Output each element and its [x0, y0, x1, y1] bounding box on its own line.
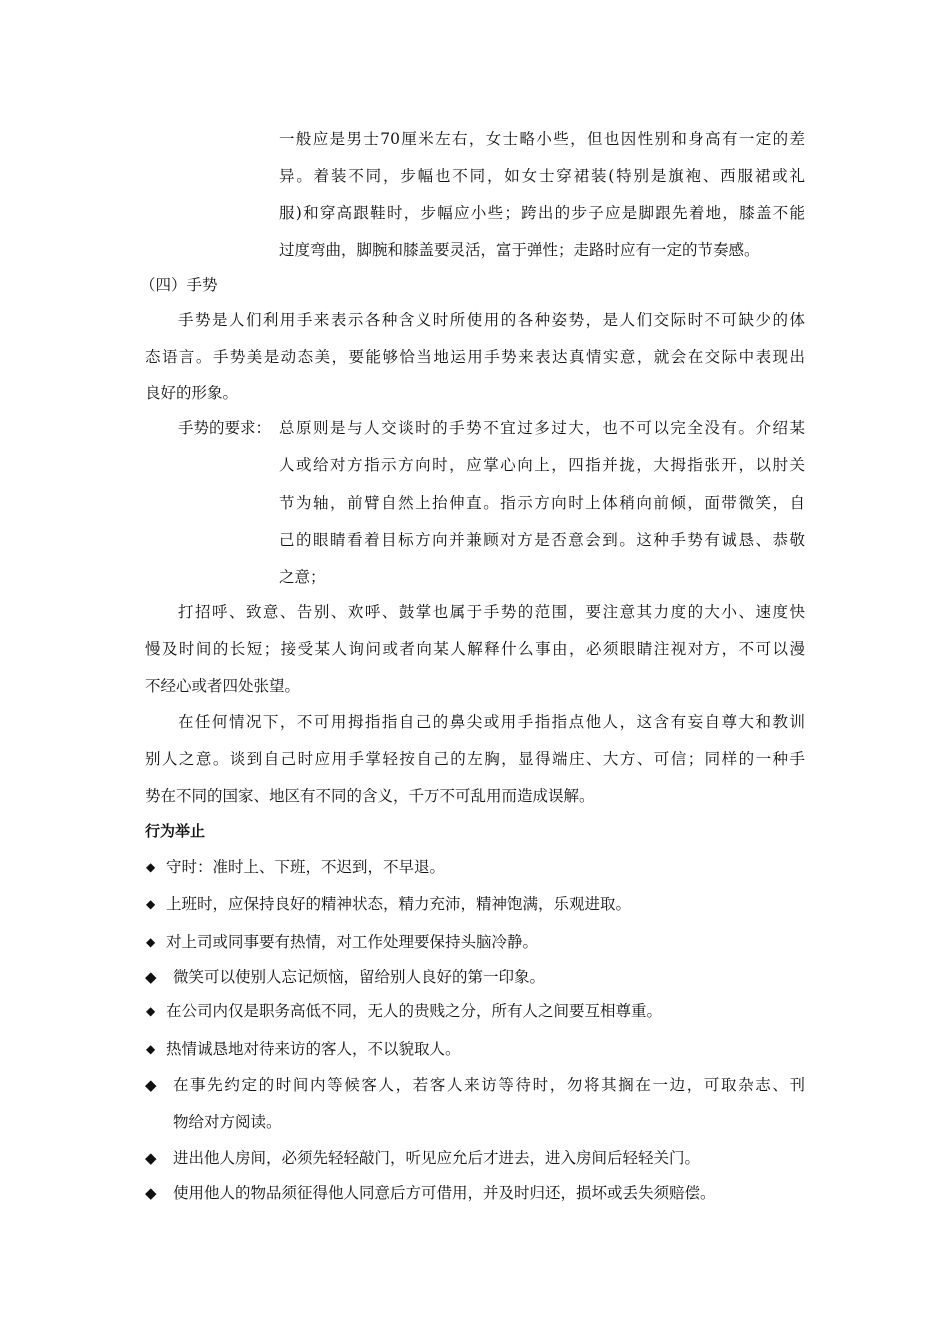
diamond-bullet-icon: ◆	[145, 968, 157, 986]
requirements-line: 己的眼睛看着目标方向并兼顾对方是否意会到。这种手势有诚恳、恭敬	[279, 531, 805, 549]
requirements-line: 之意；	[279, 568, 326, 586]
section-heading-gesture: （四）手势	[140, 276, 218, 294]
paragraph-line: 态语言。手势美是动态美，要能够恰当地运用手势来表达真情实意，就会在交际中表现出	[145, 348, 805, 366]
list-item-text: 上班时，应保持良好的精神状态，精力充沛，精神饱满，乐观进取。	[166, 895, 632, 913]
paragraph-line: 慢及时间的长短；接受某人询问或者向某人解释什么事由，必须眼睛注视对方，不可以漫	[145, 640, 805, 658]
requirements-label: 手势的要求：	[178, 419, 272, 437]
diamond-bullet-icon: ◆	[146, 897, 156, 911]
walk-line: 一般应是男士70厘米左右，女士略小些，但也因性别和身高有一定的差	[279, 130, 805, 148]
paragraph-line: 手势是人们利用手来表示各种含义时所使用的各种姿势，是人们交际时不可缺少的体	[178, 311, 805, 329]
list-item-text: 热情诚恳地对待来访的客人，不以貌取人。	[166, 1040, 461, 1058]
list-item-text: 在公司内仅是职务高低不同，无人的贵贱之分，所有人之间要互相尊重。	[166, 1002, 663, 1020]
list-item-text: 微笑可以使别人忘记烦恼，留给别人良好的第一印象。	[173, 968, 546, 986]
diamond-bullet-icon: ◆	[145, 1149, 157, 1167]
diamond-bullet-icon: ◆	[146, 1042, 156, 1056]
list-item-text: 使用他人的物品须征得他人同意后方可借用，并及时归还，损坏或丢失须赔偿。	[173, 1184, 716, 1202]
paragraph-line: 别人之意。谈到自己时应用手掌轻按自己的左胸，显得端庄、大方、可信；同样的一种手	[145, 750, 805, 768]
paragraph-line: 打招呼、致意、告别、欢呼、鼓掌也属于手势的范围，要注意其力度的大小、速度快	[178, 603, 805, 621]
diamond-bullet-icon: ◆	[145, 1184, 157, 1202]
walk-line: 异。着装不同，步幅也不同，如女士穿裙装(特别是旗袍、西服裙或礼	[279, 167, 805, 185]
list-item-continuation: 物给对方阅读。	[173, 1113, 282, 1131]
paragraph-line: 良好的形象。	[145, 384, 239, 402]
paragraph-line: 势在不同的国家、地区有不同的含义，千万不可乱用而造成误解。	[145, 787, 595, 805]
list-item-text: 进出他人房间，必须先轻轻敲门，听见应允后才进去，进入房间后轻轻关门。	[173, 1149, 701, 1167]
requirements-line: 人或给对方指示方向时，应掌心向上，四指并拢，大拇指张开，以肘关	[279, 456, 805, 474]
diamond-bullet-icon: ◆	[146, 860, 156, 874]
list-item-text: 对上司或同事要有热情，对工作处理要保持头脑冷静。	[166, 933, 539, 951]
paragraph-line: 不经心或者四处张望。	[145, 677, 301, 695]
walk-line: 服)和穿高跟鞋时，步幅应小些；跨出的步子应是脚跟先着地，膝盖不能	[279, 204, 805, 222]
diamond-bullet-icon: ◆	[145, 1076, 157, 1094]
section-heading-conduct: 行为举止	[145, 822, 206, 840]
requirements-line: 节为轴，前臂自然上抬伸直。指示方向时上体稍向前倾，面带微笑，自	[279, 494, 805, 512]
diamond-bullet-icon: ◆	[146, 1004, 156, 1018]
list-item-text: 在事先约定的时间内等候客人，若客人来访等待时，勿将其搁在一边，可取杂志、刊	[173, 1076, 805, 1094]
list-item-text: 守时：准时上、下班，不迟到，不早退。	[166, 858, 446, 876]
walk-line: 过度弯曲，脚腕和膝盖要灵活，富于弹性；走路时应有一定的节奏感。	[279, 241, 760, 259]
diamond-bullet-icon: ◆	[146, 935, 156, 949]
requirements-line: 总原则是与人交谈时的手势不宜过多过大，也不可以完全没有。介绍某	[279, 419, 805, 437]
paragraph-line: 在任何情况下，不可用拇指指自己的鼻尖或用手指指点他人，这含有妄自尊大和教训	[178, 713, 805, 731]
